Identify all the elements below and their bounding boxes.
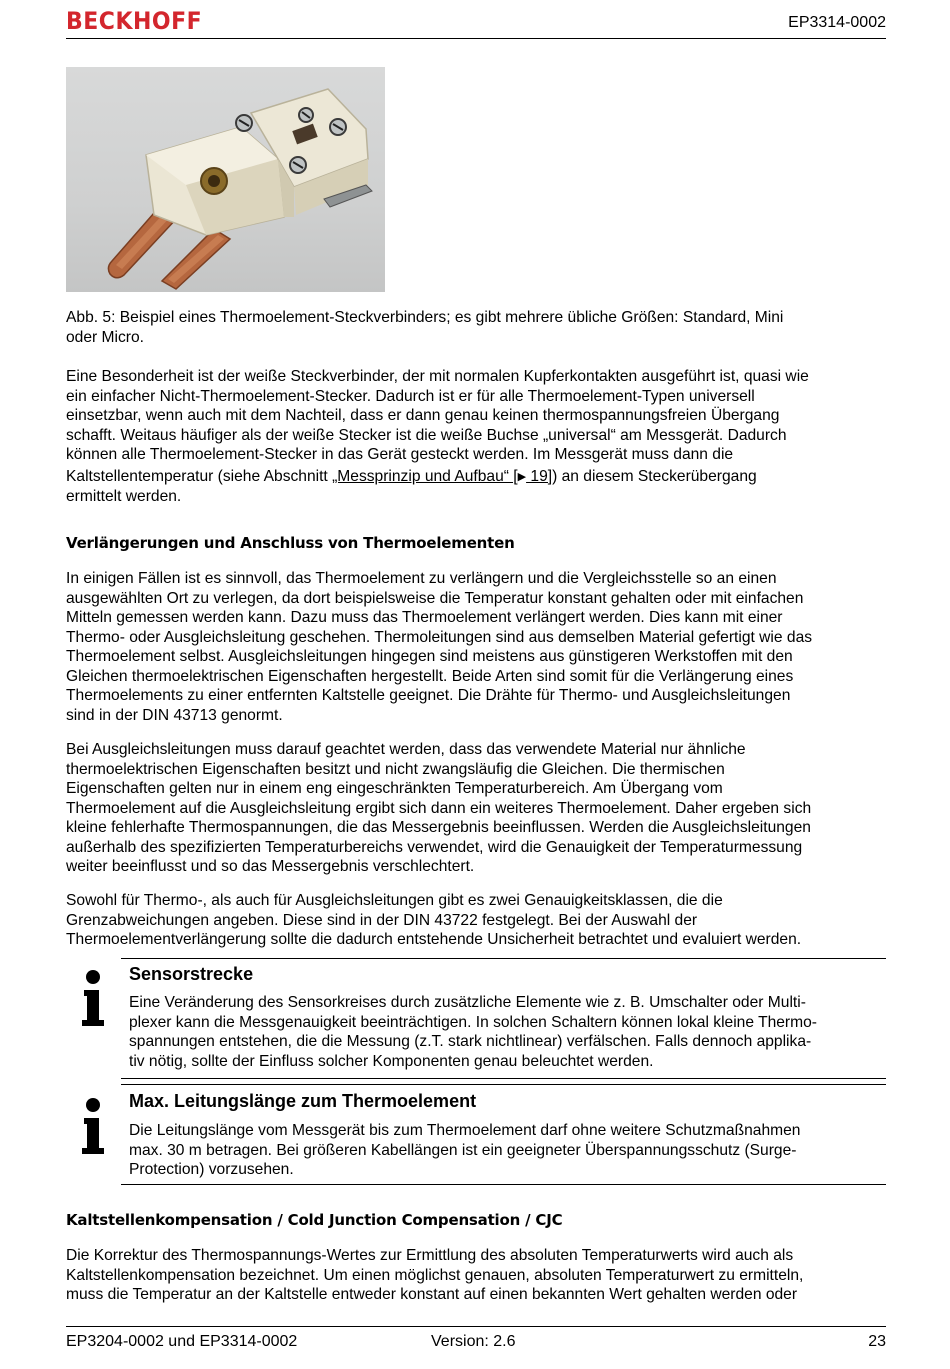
text-line: ermittelt werden. [66, 488, 182, 505]
figure-caption [66, 308, 888, 347]
text-line: thermoelektrischen Eigenschaften besitzt und nicht zwangsläufig die Gleichen. Die thermischen [66, 760, 725, 778]
note-title: Sensorstrecke [129, 964, 254, 984]
footer-product: EP3204-0002 und EP3314-0002 [66, 1333, 298, 1350]
text-line: sind in der DIN 43713 genormt. [66, 706, 283, 724]
page-number: 23 [868, 1333, 886, 1350]
text-line: Sowohl für Thermo-, als auch für Ausgleichsleitungen gibt es zwei Genauigkeitsklassen, die die [66, 892, 723, 909]
note-body [129, 993, 879, 1071]
note-rule [121, 958, 886, 959]
text-line: können alle Thermoelement-Stecker in das Gerät gesteckt werden. Im Messgerät muss dann die [66, 446, 734, 463]
text-segment: Kaltstellentemperatur (siehe Abschnitt [66, 467, 333, 485]
text-line: Grenzabweichungen angeben. Diese sind in der DIN 43722 festgelegt. Bei der Auswahl der [66, 911, 698, 929]
text-line: außerhalb des spezifizierten Temperaturbereichs verwendet, wird die Genauigkeit der Temperaturmessung [66, 838, 803, 856]
text-line: Kaltstellenkompensation bezeichnet. Um einen möglichst genauen, absoluten Temperaturwert zu ermitteln, [66, 1266, 804, 1284]
text-line: Thermo- oder Ausgleichsleitung geschehen. Thermoleitungen sind aus demselben Material gefertigt wie das [66, 628, 813, 646]
section-heading: Verlängerungen und Anschluss von Thermoelementen [66, 534, 515, 552]
thermocouple-connector-photo [66, 67, 385, 292]
text-line: Bei Ausgleichsleitungen muss darauf geachtet werden, dass das verwendete Material nur ähnliche [66, 741, 746, 758]
text-line: Thermoelements zu einer entfernten Kaltstelle geeignet. Die Drähte für Thermo- und Ausgleichsleitungen [66, 687, 791, 704]
info-icon [78, 1096, 108, 1156]
section-heading: Kaltstellenkompensation / Cold Junction Compensation / CJC [66, 1211, 563, 1229]
text-line: Die Leitungslänge vom Messgerät bis zum Thermoelement darf ohne weitere Schutzmaßnahmen [129, 1122, 801, 1139]
footer-version: Version: 2.6 [431, 1333, 516, 1350]
info-icon [78, 968, 108, 1028]
header-doc-id: EP3314-0002 [788, 14, 886, 31]
caption-line: Abb. 5: Beispiel eines Thermoelement-Steckverbinders; es gibt mehrere übliche Größen: Standard, Mini [66, 309, 784, 326]
text-line: Eigenschaften gelten nur in einem eng eingeschränkten Temperaturbereich. Am Übergang vom [66, 780, 723, 797]
footer-rule [66, 1326, 886, 1327]
text-line: Mitteln gemessen werden kann. Dazu muss das Thermoelement verlängert werden. Dies kann mit einer [66, 609, 783, 626]
text-line: Eine Besonderheit ist der weiße Steckverbinder, der mit normalen Kupferkontakten ausgeführt ist, quasi wie [66, 368, 809, 385]
text-line: plexer kann die Messgenauigkeit beeinträchtigen. In solchen Schaltern können lokal kleine Thermo- [129, 1013, 817, 1031]
text-line: weiter beeinflusst und so das Messergebnis verschlechtert. [66, 858, 475, 875]
paragraph-cjc [66, 1246, 888, 1305]
text-line: Gleichen thermoelektrischen Eigenschaften hergestellt. Beide Arten sind somit für die Verlängerung eines [66, 667, 794, 685]
text-line: tiv nötig, sollte der Einfluss solcher Komponenten genau beleuchtet werden. [129, 1052, 654, 1070]
text-line: einsetzbar, wenn auch mit dem Nachteil, dass er dann genau keinen thermospannungsfreien Übergang [66, 407, 780, 424]
cross-reference-link[interactable]: „Messprinzip und Aufbau“ [▶ 19] [332, 468, 552, 485]
note-rule [121, 1078, 886, 1079]
note-rule [121, 1184, 886, 1185]
text-line: kleine fehlerhafte Thermospannungen, die das Messergebnis beeinflussen. Werden die Ausgleichsleitungen [66, 819, 811, 836]
text-line: muss die Temperatur an der Kaltstelle entweder konstant auf einen bekannten Wert gehalten werden oder [66, 1286, 798, 1303]
header-rule [66, 38, 886, 39]
text-line: In einigen Fällen ist es sinnvoll, das Thermoelement zu verlängern und die Vergleichsstelle so an einen [66, 570, 777, 587]
text-line: Die Korrektur des Thermospannungs-Wertes zur Ermittlung des absoluten Temperaturwerts wird auch als [66, 1247, 794, 1264]
note-body [129, 1121, 879, 1180]
paragraph-extension [66, 569, 888, 725]
text-line: Eine Veränderung des Sensorkreises durch zusätzliche Elemente wie z. B. Umschalter oder Multi- [129, 994, 806, 1011]
text-line: Protection) vorzusehen. [129, 1161, 294, 1178]
text-line [66, 467, 888, 488]
note-title: Max. Leitungslänge zum Thermoelement [129, 1091, 477, 1111]
text-line: Thermoelementverlängerung sollte die dadurch entstehende Unsicherheit betrachtet und evaluiert werden. [66, 931, 802, 948]
paragraph-connector [66, 367, 888, 507]
caption-line: oder Micro. [66, 328, 144, 346]
note-rule [121, 1084, 886, 1085]
paragraph-compensating-cables [66, 740, 888, 877]
text-line: schafft. Weitaus häufiger als der weiße Stecker ist die weiße Buchse „universal“ am Messgerät. Dadurch [66, 426, 787, 444]
text-line: ausgewählten Ort zu verlegen, da dort beispielsweise die Temperatur konstant gehalten oder mit einfachen [66, 589, 804, 607]
paragraph-accuracy-classes [66, 891, 888, 950]
text-line: spannungen entstehen, die die Messung (z.T. stark nichtlinear) verfälschen. Falls dennoch applika- [129, 1033, 812, 1050]
text-line: Thermoelement auf die Ausgleichsleitung ergibt sich dann ein weiteres Thermoelement. Daher ergeben sich [66, 799, 812, 817]
text-line: ein einfacher Nicht-Thermoelement-Stecker. Dadurch ist er für alle Thermoelement-Typen universell [66, 387, 755, 405]
arrow-right-icon: ▶ [517, 470, 527, 483]
text-line: max. 30 m betragen. Bei größeren Kabellängen ist ein geeigneter Überspannungsschutz (Surge- [129, 1141, 797, 1159]
beckhoff-logo: BECKHOFF [66, 8, 203, 36]
text-segment: ) an diesem Steckerübergang [552, 467, 757, 485]
text-line: Thermoelement selbst. Ausgleichsleitungen hingegen sind meistens aus günstigeren Werkstoffen mit den [66, 648, 793, 665]
